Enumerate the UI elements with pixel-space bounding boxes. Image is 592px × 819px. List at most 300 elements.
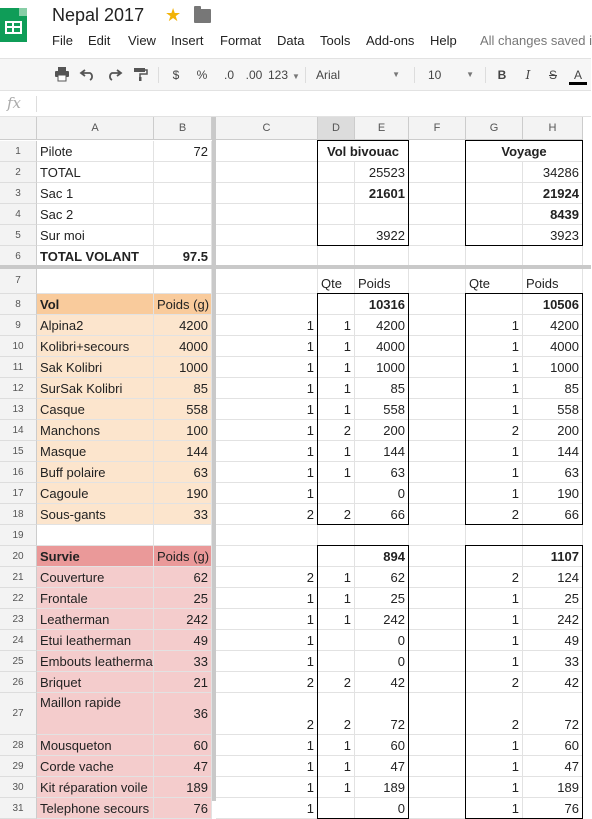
cell-a16[interactable]: Buff polaire [37, 462, 154, 483]
menu-tools[interactable]: Tools [320, 33, 351, 48]
column-header-g[interactable]: G [466, 117, 523, 140]
cell-g15[interactable]: 1 [466, 441, 523, 462]
cell-d5[interactable] [318, 225, 355, 246]
percent-format-button[interactable]: % [196, 68, 208, 82]
cell-e4[interactable] [355, 204, 409, 225]
menu-format[interactable]: Format [220, 33, 262, 48]
cell-a27[interactable]: Maillon rapide [37, 693, 154, 735]
cell-b2[interactable] [154, 162, 212, 183]
cell-e27[interactable]: 72 [355, 693, 409, 735]
strikethrough-button[interactable]: S [548, 68, 557, 82]
cell-a2[interactable]: TOTAL [37, 162, 154, 183]
cell-g13[interactable]: 1 [466, 399, 523, 420]
cell-e24[interactable]: 0 [355, 630, 409, 651]
cell-e3[interactable]: 21601 [355, 183, 409, 204]
row-header[interactable]: 26 [0, 672, 37, 693]
cell-d16[interactable]: 1 [318, 462, 355, 483]
row-header[interactable]: 3 [0, 183, 37, 204]
cell-e16[interactable]: 63 [355, 462, 409, 483]
cell-d14[interactable]: 2 [318, 420, 355, 441]
cell-g8[interactable] [466, 294, 523, 315]
cell-d22[interactable]: 1 [318, 588, 355, 609]
cell-d25[interactable] [318, 651, 355, 672]
cell-c17[interactable]: 1 [216, 483, 318, 504]
cell-h17[interactable]: 190 [523, 483, 583, 504]
cell-g19[interactable] [466, 525, 523, 546]
cell-g22[interactable]: 1 [466, 588, 523, 609]
cell-g31[interactable]: 1 [466, 798, 523, 819]
cell-g28[interactable]: 1 [466, 735, 523, 756]
cell-a18[interactable]: Sous-gants [37, 504, 154, 525]
cell-a5[interactable]: Sur moi [37, 225, 154, 246]
cell-e29[interactable]: 47 [355, 756, 409, 777]
cell-e28[interactable]: 60 [355, 735, 409, 756]
cell-f13[interactable] [409, 399, 466, 420]
cell-f31[interactable] [409, 798, 466, 819]
row-header[interactable]: 6 [0, 246, 37, 267]
cell-h2[interactable]: 34286 [523, 162, 583, 183]
cell-a28[interactable]: Mousqueton [37, 735, 154, 756]
cell-a26[interactable]: Briquet [37, 672, 154, 693]
cell-f27[interactable] [409, 693, 466, 735]
cell-c29[interactable]: 1 [216, 756, 318, 777]
cell-b28[interactable]: 60 [154, 735, 212, 756]
cell-f28[interactable] [409, 735, 466, 756]
cell-e13[interactable]: 558 [355, 399, 409, 420]
cell-g2[interactable] [466, 162, 523, 183]
cell-b23[interactable]: 242 [154, 609, 212, 630]
cell-e20[interactable]: 894 [355, 546, 409, 567]
cell-f29[interactable] [409, 756, 466, 777]
cell-a29[interactable]: Corde vache [37, 756, 154, 777]
cell-d28[interactable]: 1 [318, 735, 355, 756]
cell-f9[interactable] [409, 315, 466, 336]
cell-b22[interactable]: 25 [154, 588, 212, 609]
cell-b4[interactable] [154, 204, 212, 225]
cell-g6[interactable] [466, 246, 523, 267]
cell-g25[interactable]: 1 [466, 651, 523, 672]
cell-b1[interactable]: 72 [154, 141, 212, 162]
currency-format-button[interactable]: $ [172, 68, 180, 82]
star-icon[interactable]: ★ [165, 5, 182, 25]
cell-e14[interactable]: 200 [355, 420, 409, 441]
cell-f24[interactable] [409, 630, 466, 651]
row-header[interactable]: 8 [0, 294, 37, 315]
cell-a8[interactable]: Vol [37, 294, 154, 315]
cell-h7[interactable]: Poids [523, 267, 583, 294]
cell-d8[interactable] [318, 294, 355, 315]
cell-c5[interactable] [216, 225, 318, 246]
cell-b3[interactable] [154, 183, 212, 204]
cell-a6[interactable]: TOTAL VOLANT [37, 246, 154, 267]
menu-insert[interactable]: Insert [171, 33, 204, 48]
cell-c14[interactable]: 1 [216, 420, 318, 441]
cell-g9[interactable]: 1 [466, 315, 523, 336]
cell-d9[interactable]: 1 [318, 315, 355, 336]
cell-h10[interactable]: 4000 [523, 336, 583, 357]
cell-c12[interactable]: 1 [216, 378, 318, 399]
cell-b6[interactable]: 97.5 [154, 246, 212, 267]
cell-h8[interactable]: 10506 [523, 294, 583, 315]
cell-d21[interactable]: 1 [318, 567, 355, 588]
cell-h9[interactable]: 4200 [523, 315, 583, 336]
formula-input[interactable] [42, 96, 582, 113]
cell-d6[interactable] [318, 246, 355, 267]
menu-file[interactable]: File [52, 33, 73, 48]
cell-h20[interactable]: 1107 [523, 546, 583, 567]
cell-a31[interactable]: Telephone secours [37, 798, 154, 819]
cell-b30[interactable]: 189 [154, 777, 212, 798]
cell-h15[interactable]: 144 [523, 441, 583, 462]
menu-addons[interactable]: Add-ons [366, 33, 415, 48]
menu-edit[interactable]: Edit [88, 33, 111, 48]
cell-d10[interactable]: 1 [318, 336, 355, 357]
cell-g26[interactable]: 2 [466, 672, 523, 693]
cell-a22[interactable]: Frontale [37, 588, 154, 609]
cell-c30[interactable]: 1 [216, 777, 318, 798]
cell-a10[interactable]: Kolibri+secours [37, 336, 154, 357]
frozen-column-divider[interactable] [212, 117, 216, 801]
cell-f7[interactable] [409, 267, 466, 294]
folder-icon[interactable] [194, 9, 211, 23]
merged-header-vol-bivouac[interactable]: Vol bivouac [318, 141, 409, 162]
cell-b24[interactable]: 49 [154, 630, 212, 651]
cell-d27[interactable]: 2 [318, 693, 355, 735]
column-header-h[interactable]: H [523, 117, 583, 140]
more-formats-dropdown[interactable] [268, 66, 298, 84]
cell-h16[interactable]: 63 [523, 462, 583, 483]
document-title[interactable]: Nepal 2017 [52, 5, 145, 25]
cell-f17[interactable] [409, 483, 466, 504]
cell-b26[interactable]: 21 [154, 672, 212, 693]
cell-h6[interactable] [523, 246, 583, 267]
cell-c7[interactable] [216, 267, 318, 294]
row-header[interactable]: 20 [0, 546, 37, 567]
cell-c24[interactable]: 1 [216, 630, 318, 651]
cell-f19[interactable] [409, 525, 466, 546]
cell-b11[interactable]: 1000 [154, 357, 212, 378]
cell-e8[interactable]: 10316 [355, 294, 409, 315]
cell-c13[interactable]: 1 [216, 399, 318, 420]
row-header[interactable]: 1 [0, 141, 37, 162]
row-header[interactable]: 10 [0, 336, 37, 357]
cell-c2[interactable] [216, 162, 318, 183]
cell-c20[interactable] [216, 546, 318, 567]
row-header[interactable]: 21 [0, 567, 37, 588]
cell-f2[interactable] [409, 162, 466, 183]
cell-g30[interactable]: 1 [466, 777, 523, 798]
cell-c15[interactable]: 1 [216, 441, 318, 462]
cell-d20[interactable] [318, 546, 355, 567]
cell-h19[interactable] [523, 525, 583, 546]
cell-g29[interactable]: 1 [466, 756, 523, 777]
cell-d11[interactable]: 1 [318, 357, 355, 378]
row-header[interactable]: 28 [0, 735, 37, 756]
cell-a14[interactable]: Manchons [37, 420, 154, 441]
menu-view[interactable]: View [128, 33, 156, 48]
cell-b20[interactable]: Poids (g) [154, 546, 212, 567]
row-header[interactable]: 17 [0, 483, 37, 504]
cell-a15[interactable]: Masque [37, 441, 154, 462]
cell-g27[interactable]: 2 [466, 693, 523, 735]
cell-h21[interactable]: 124 [523, 567, 583, 588]
cell-d18[interactable]: 2 [318, 504, 355, 525]
cell-b14[interactable]: 100 [154, 420, 212, 441]
cell-f25[interactable] [409, 651, 466, 672]
redo-icon[interactable] [104, 66, 124, 84]
row-header[interactable]: 16 [0, 462, 37, 483]
cell-e21[interactable]: 62 [355, 567, 409, 588]
cell-f23[interactable] [409, 609, 466, 630]
cell-g11[interactable]: 1 [466, 357, 523, 378]
cell-c1[interactable] [216, 141, 318, 162]
cell-f8[interactable] [409, 294, 466, 315]
cell-f11[interactable] [409, 357, 466, 378]
cell-e25[interactable]: 0 [355, 651, 409, 672]
cell-b17[interactable]: 190 [154, 483, 212, 504]
cell-h25[interactable]: 33 [523, 651, 583, 672]
italic-button[interactable]: I [525, 68, 531, 82]
cell-a24[interactable]: Etui leatherman [37, 630, 154, 651]
cell-h13[interactable]: 558 [523, 399, 583, 420]
cell-e15[interactable]: 144 [355, 441, 409, 462]
decrease-decimal-button[interactable] [218, 66, 240, 84]
cell-c23[interactable]: 1 [216, 609, 318, 630]
cell-h4[interactable]: 8439 [523, 204, 583, 225]
cell-a11[interactable]: Sak Kolibri [37, 357, 154, 378]
cell-f3[interactable] [409, 183, 466, 204]
cell-f20[interactable] [409, 546, 466, 567]
row-header[interactable]: 22 [0, 588, 37, 609]
row-header[interactable]: 9 [0, 315, 37, 336]
cell-e19[interactable] [355, 525, 409, 546]
cell-d2[interactable] [318, 162, 355, 183]
cell-g24[interactable]: 1 [466, 630, 523, 651]
cell-h18[interactable]: 66 [523, 504, 583, 525]
cell-c10[interactable]: 1 [216, 336, 318, 357]
cell-b7[interactable] [154, 267, 212, 294]
cell-a9[interactable]: Alpina2 [37, 315, 154, 336]
cell-g7[interactable]: Qte [466, 267, 523, 294]
cell-e6[interactable] [355, 246, 409, 267]
cell-b27[interactable]: 36 [154, 693, 212, 735]
cell-c18[interactable]: 2 [216, 504, 318, 525]
cell-d26[interactable]: 2 [318, 672, 355, 693]
cell-e12[interactable]: 85 [355, 378, 409, 399]
cell-g21[interactable]: 2 [466, 567, 523, 588]
cell-c8[interactable] [216, 294, 318, 315]
column-header-b[interactable]: B [154, 117, 212, 140]
row-header[interactable]: 25 [0, 651, 37, 672]
cell-h11[interactable]: 1000 [523, 357, 583, 378]
cell-f4[interactable] [409, 204, 466, 225]
cell-b21[interactable]: 62 [154, 567, 212, 588]
cell-h31[interactable]: 76 [523, 798, 583, 819]
cell-g5[interactable] [466, 225, 523, 246]
cell-b10[interactable]: 4000 [154, 336, 212, 357]
cell-a21[interactable]: Couverture [37, 567, 154, 588]
bold-button[interactable]: B [497, 68, 507, 82]
print-icon[interactable] [52, 66, 72, 84]
cell-d30[interactable]: 1 [318, 777, 355, 798]
cell-e2[interactable]: 25523 [355, 162, 409, 183]
cell-a23[interactable]: Leatherman [37, 609, 154, 630]
cell-f12[interactable] [409, 378, 466, 399]
cell-g17[interactable]: 1 [466, 483, 523, 504]
cell-d12[interactable]: 1 [318, 378, 355, 399]
cell-b29[interactable]: 47 [154, 756, 212, 777]
cell-e7[interactable]: Poids [355, 267, 409, 294]
row-header[interactable]: 30 [0, 777, 37, 798]
cell-b15[interactable]: 144 [154, 441, 212, 462]
cell-c3[interactable] [216, 183, 318, 204]
cell-d7[interactable]: Qte [318, 267, 355, 294]
cell-e17[interactable]: 0 [355, 483, 409, 504]
cell-a1[interactable]: Pilote [37, 141, 154, 162]
cell-a13[interactable]: Casque [37, 399, 154, 420]
row-header[interactable]: 7 [0, 267, 37, 294]
cell-f21[interactable] [409, 567, 466, 588]
cell-f14[interactable] [409, 420, 466, 441]
cell-e30[interactable]: 189 [355, 777, 409, 798]
cell-h5[interactable]: 3923 [523, 225, 583, 246]
cell-c6[interactable] [216, 246, 318, 267]
cell-b16[interactable]: 63 [154, 462, 212, 483]
cell-g14[interactable]: 2 [466, 420, 523, 441]
cell-e9[interactable]: 4200 [355, 315, 409, 336]
cell-d19[interactable] [318, 525, 355, 546]
cell-f18[interactable] [409, 504, 466, 525]
cell-e10[interactable]: 4000 [355, 336, 409, 357]
cell-e23[interactable]: 242 [355, 609, 409, 630]
frozen-row-divider[interactable] [0, 265, 591, 269]
cell-h12[interactable]: 85 [523, 378, 583, 399]
cell-f10[interactable] [409, 336, 466, 357]
cell-h3[interactable]: 21924 [523, 183, 583, 204]
column-header-f[interactable]: F [409, 117, 466, 140]
menu-data[interactable]: Data [277, 33, 305, 48]
cell-h27[interactable]: 72 [523, 693, 583, 735]
font-size-dropdown[interactable] [428, 66, 476, 84]
cell-e18[interactable]: 66 [355, 504, 409, 525]
cell-h29[interactable]: 47 [523, 756, 583, 777]
cell-h23[interactable]: 242 [523, 609, 583, 630]
cell-a25[interactable]: Embouts leatherma [37, 651, 154, 672]
cell-h28[interactable]: 60 [523, 735, 583, 756]
cell-d3[interactable] [318, 183, 355, 204]
cell-f16[interactable] [409, 462, 466, 483]
cell-c4[interactable] [216, 204, 318, 225]
cell-b5[interactable] [154, 225, 212, 246]
cell-g23[interactable]: 1 [466, 609, 523, 630]
row-header[interactable]: 15 [0, 441, 37, 462]
cell-e11[interactable]: 1000 [355, 357, 409, 378]
cell-c31[interactable]: 1 [216, 798, 318, 819]
cell-g3[interactable] [466, 183, 523, 204]
cell-f22[interactable] [409, 588, 466, 609]
sheets-logo-icon[interactable] [0, 8, 27, 42]
cell-c26[interactable]: 2 [216, 672, 318, 693]
cell-h30[interactable]: 189 [523, 777, 583, 798]
row-header[interactable]: 12 [0, 378, 37, 399]
cell-g16[interactable]: 1 [466, 462, 523, 483]
column-header-e[interactable]: E [355, 117, 409, 140]
row-header[interactable]: 27 [0, 693, 37, 735]
cell-c27[interactable]: 2 [216, 693, 318, 735]
row-header[interactable]: 23 [0, 609, 37, 630]
cell-b13[interactable]: 558 [154, 399, 212, 420]
cell-c9[interactable]: 1 [216, 315, 318, 336]
cell-a3[interactable]: Sac 1 [37, 183, 154, 204]
undo-icon[interactable] [78, 66, 98, 84]
cell-f6[interactable] [409, 246, 466, 267]
column-header-d[interactable]: D [318, 117, 355, 140]
cell-b18[interactable]: 33 [154, 504, 212, 525]
cell-f15[interactable] [409, 441, 466, 462]
cell-a20[interactable]: Survie [37, 546, 154, 567]
row-header[interactable]: 4 [0, 204, 37, 225]
row-header[interactable]: 19 [0, 525, 37, 546]
cell-c21[interactable]: 2 [216, 567, 318, 588]
cell-b12[interactable]: 85 [154, 378, 212, 399]
column-header-c[interactable]: C [216, 117, 318, 140]
cell-c19[interactable] [216, 525, 318, 546]
cell-a7[interactable] [37, 267, 154, 294]
row-header[interactable]: 13 [0, 399, 37, 420]
row-header[interactable]: 5 [0, 225, 37, 246]
font-family-dropdown[interactable] [316, 66, 402, 84]
cell-d29[interactable]: 1 [318, 756, 355, 777]
row-header[interactable]: 18 [0, 504, 37, 525]
cell-d31[interactable] [318, 798, 355, 819]
cell-a30[interactable]: Kit réparation voile [37, 777, 154, 798]
cell-h22[interactable]: 25 [523, 588, 583, 609]
cell-e31[interactable]: 0 [355, 798, 409, 819]
row-header[interactable]: 14 [0, 420, 37, 441]
menu-help[interactable]: Help [430, 33, 457, 48]
cell-g20[interactable] [466, 546, 523, 567]
cell-g4[interactable] [466, 204, 523, 225]
select-all-corner[interactable] [0, 117, 37, 140]
cell-c16[interactable]: 1 [216, 462, 318, 483]
cell-d24[interactable] [318, 630, 355, 651]
cell-f30[interactable] [409, 777, 466, 798]
cell-a19[interactable] [37, 525, 154, 546]
cell-a4[interactable]: Sac 2 [37, 204, 154, 225]
column-header-a[interactable]: A [37, 117, 154, 140]
cell-h26[interactable]: 42 [523, 672, 583, 693]
increase-decimal-button[interactable] [242, 66, 266, 84]
cell-c28[interactable]: 1 [216, 735, 318, 756]
cell-d17[interactable] [318, 483, 355, 504]
cell-g18[interactable]: 2 [466, 504, 523, 525]
row-header[interactable]: 2 [0, 162, 37, 183]
cell-f5[interactable] [409, 225, 466, 246]
cell-e26[interactable]: 42 [355, 672, 409, 693]
paint-format-icon[interactable] [130, 66, 150, 84]
cell-d15[interactable]: 1 [318, 441, 355, 462]
cell-a17[interactable]: Cagoule [37, 483, 154, 504]
text-color-button[interactable]: A [569, 66, 587, 85]
row-header[interactable]: 31 [0, 798, 37, 819]
row-header[interactable]: 11 [0, 357, 37, 378]
cell-a12[interactable]: SurSak Kolibri [37, 378, 154, 399]
row-header[interactable]: 24 [0, 630, 37, 651]
cell-g10[interactable]: 1 [466, 336, 523, 357]
cell-f1[interactable] [409, 141, 466, 162]
cell-b19[interactable] [154, 525, 212, 546]
cell-c11[interactable]: 1 [216, 357, 318, 378]
